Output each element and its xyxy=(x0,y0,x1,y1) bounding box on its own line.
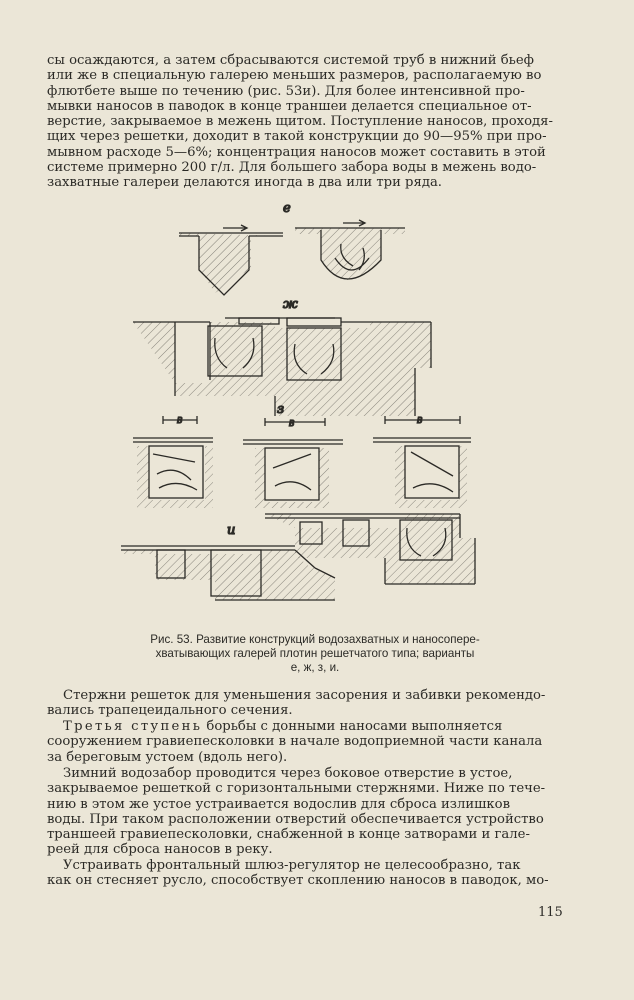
paragraph-sluice xyxy=(47,858,592,889)
text-line: реей для сброса наносов в реку. xyxy=(47,842,273,858)
text-line: как он стесняет русло, способствует скоплению наносов в паводок, мо- xyxy=(47,873,549,889)
gallery-diagrams xyxy=(115,198,515,603)
page-number: 115 xyxy=(538,905,563,920)
label-variant-zh: ж xyxy=(283,297,298,312)
text-line: мывки наносов в паводок в конце траншеи делается специальное от- xyxy=(47,98,532,114)
text-line: Устраивать фронтальный шлюз-регулятор не целесообразно, так xyxy=(63,858,521,873)
variant-e-left xyxy=(179,225,283,295)
figure-caption xyxy=(115,633,515,675)
paragraph-rods xyxy=(47,688,592,719)
text-line: за береговым устоем (вдоль него). xyxy=(47,749,288,765)
paragraph-top xyxy=(47,53,592,191)
text-line: верстие, закрываемое в межень щитом. Поступление наносов, проходя- xyxy=(47,114,553,130)
width-label-b: В xyxy=(289,419,295,428)
text-line: нию в этом же устое устраивается водослив для сброса излишков xyxy=(47,796,511,812)
text-line: воды. При таком расположении отверстий обеспечивается устройство xyxy=(47,811,544,827)
width-label-b: В xyxy=(417,416,423,425)
figure-53 xyxy=(115,198,515,603)
text-line: вались трапецеидального сечения. xyxy=(47,703,293,719)
paragraph-third-stage xyxy=(47,719,592,765)
text-line: Стержни решеток для уменьшения засорения и забивки рекомендо- xyxy=(63,688,546,703)
caption-line: хватывающих галерей плотин решетчатого типа; варианты xyxy=(155,647,475,660)
label-variant-z: з xyxy=(277,402,285,417)
text-line: флютбете выше по течению (рис. 53и). Для более интенсивной про- xyxy=(47,83,525,99)
variant-z-3 xyxy=(373,416,471,508)
caption-line: е, ж, з, и. xyxy=(290,661,340,674)
text-line: захватные галереи делаются иногда в два или три ряда. xyxy=(47,175,442,191)
text-line: системе примерно 200 г/л. Для большего забора воды в межень водо- xyxy=(47,160,537,176)
emphasis-text: Третья ступень xyxy=(63,719,203,734)
label-variant-e: е xyxy=(283,201,291,216)
text-fragment: борьбы с донными наносами выполняется xyxy=(202,719,503,734)
text-line: Зимний водозабор проводится через боковое отверстие в устое, xyxy=(63,766,513,781)
label-variant-i: и xyxy=(227,523,236,538)
text-line: или же в специальную галерею меньших размеров, располагаемую во xyxy=(47,68,542,84)
paragraph-winter-intake xyxy=(47,766,592,858)
text-line: траншеей гравиепесколовки, снабженной в конце затворами и гале- xyxy=(47,827,530,843)
text-line: щих через решетки, доходит в такой конструкции до 90—95% при про- xyxy=(47,129,547,145)
text-line: мывном расходе 5—6%; концентрация наносов может составить в этой xyxy=(47,144,546,160)
variant-z-1 xyxy=(133,416,213,508)
text-line: сы осаждаются, а затем сбрасываются системой труб в нижний бьеф xyxy=(47,53,534,68)
variant-z-2 xyxy=(243,418,343,508)
width-label-b: В xyxy=(177,416,183,425)
caption-line: Рис. 53. Развитие конструкций водозахватных и наносопере- xyxy=(150,633,480,646)
variant-e-right xyxy=(295,220,405,280)
text-line xyxy=(47,719,592,734)
text-line: закрываемое решеткой с горизонтальными стержнями. Ниже по тече- xyxy=(47,781,546,797)
text-line: сооружением гравиепесколовки в начале водоприемной части канала xyxy=(47,734,543,750)
